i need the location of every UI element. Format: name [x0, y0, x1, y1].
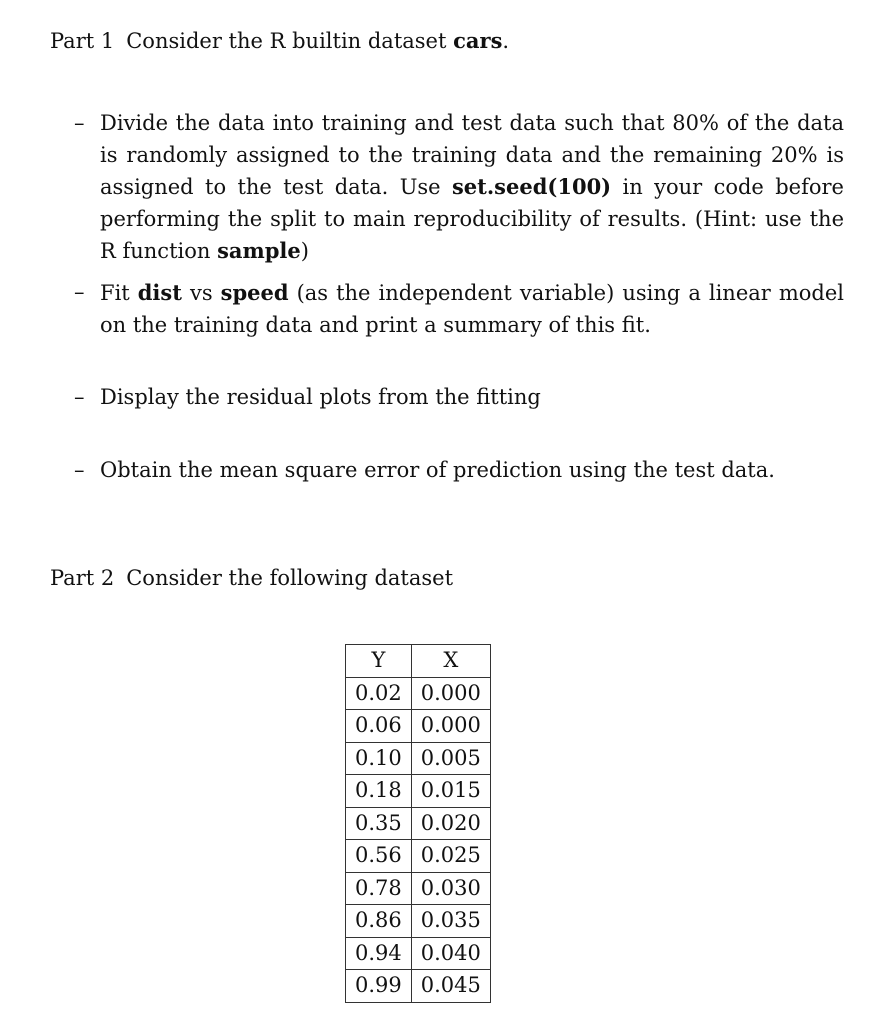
cell-y: 0.10 — [346, 742, 412, 775]
cell-x: 0.020 — [411, 807, 490, 840]
cell-y: 0.18 — [346, 775, 412, 808]
part1-intro-end: . — [502, 29, 510, 53]
cell-x: 0.005 — [411, 742, 490, 775]
task-text-mse: Obtain the mean square error of prediction using the test data. — [100, 458, 775, 482]
cell-x: 0.000 — [411, 677, 490, 710]
cell-x: 0.035 — [411, 905, 490, 938]
task-item-split-data — [74, 108, 844, 268]
table-header-row — [346, 645, 491, 678]
table-row — [346, 840, 491, 873]
cell-y: 0.06 — [346, 710, 412, 743]
table-row — [346, 677, 491, 710]
sample-function: sample — [217, 238, 301, 263]
task-text-split-data — [100, 108, 844, 268]
task-text-part: Divide the data into training and test data such that 80% of the data is randomly assigned to the training data and the remaining 20% is assigned to the test data. Use — [100, 111, 844, 199]
cell-y: 0.02 — [346, 677, 412, 710]
table-row — [346, 742, 491, 775]
task-text-part: in your code before performing the split to main reproducibility of results. (Hint: use the R function — [100, 175, 844, 263]
dist-variable: dist — [137, 280, 182, 305]
table-row — [346, 872, 491, 905]
cell-y: 0.78 — [346, 872, 412, 905]
cell-y: 0.35 — [346, 807, 412, 840]
dataset-table — [345, 644, 491, 1003]
cell-x: 0.025 — [411, 840, 490, 873]
task-text-part: ) — [300, 239, 309, 263]
task-text-fit-model — [100, 277, 844, 341]
task-text-residual-plots: Display the residual plots from the fitting — [100, 385, 541, 409]
cell-y: 0.56 — [346, 840, 412, 873]
table-row — [346, 775, 491, 808]
table-row — [346, 710, 491, 743]
task-item-fit-model — [74, 277, 844, 341]
task-text-part: (as the independent variable) using a linear model on the training data and print a summary of this fit. — [100, 281, 844, 337]
table-row — [346, 937, 491, 970]
bullet-dash: – — [74, 111, 85, 135]
part1-heading — [50, 26, 509, 56]
part2-text: Consider the following dataset — [126, 566, 454, 590]
task-item-residual-plots — [74, 382, 844, 414]
column-header-y: Y — [346, 645, 412, 678]
task-item-mse — [74, 455, 844, 487]
task-text-part: vs — [181, 281, 221, 305]
table-row — [346, 807, 491, 840]
cell-y: 0.94 — [346, 937, 412, 970]
cell-x: 0.000 — [411, 710, 490, 743]
part1-intro-text: Consider the R builtin dataset — [126, 29, 454, 53]
part1-dataset-name: cars — [453, 28, 503, 53]
part2-heading — [50, 563, 453, 593]
table-row — [346, 970, 491, 1003]
task-text-part: Fit — [100, 281, 138, 305]
cell-y: 0.99 — [346, 970, 412, 1003]
table-row — [346, 905, 491, 938]
bullet-dash: – — [74, 280, 85, 304]
speed-variable: speed — [220, 280, 289, 305]
bullet-dash: – — [74, 458, 85, 482]
part2-label: Part 2 — [50, 566, 115, 590]
cell-y: 0.86 — [346, 905, 412, 938]
cell-x: 0.030 — [411, 872, 490, 905]
cell-x: 0.015 — [411, 775, 490, 808]
column-header-x: X — [411, 645, 490, 678]
part1-label: Part 1 — [50, 29, 115, 53]
set-seed-code: set.seed(100) — [451, 174, 612, 199]
cell-x: 0.045 — [411, 970, 490, 1003]
cell-x: 0.040 — [411, 937, 490, 970]
bullet-dash: – — [74, 385, 85, 409]
